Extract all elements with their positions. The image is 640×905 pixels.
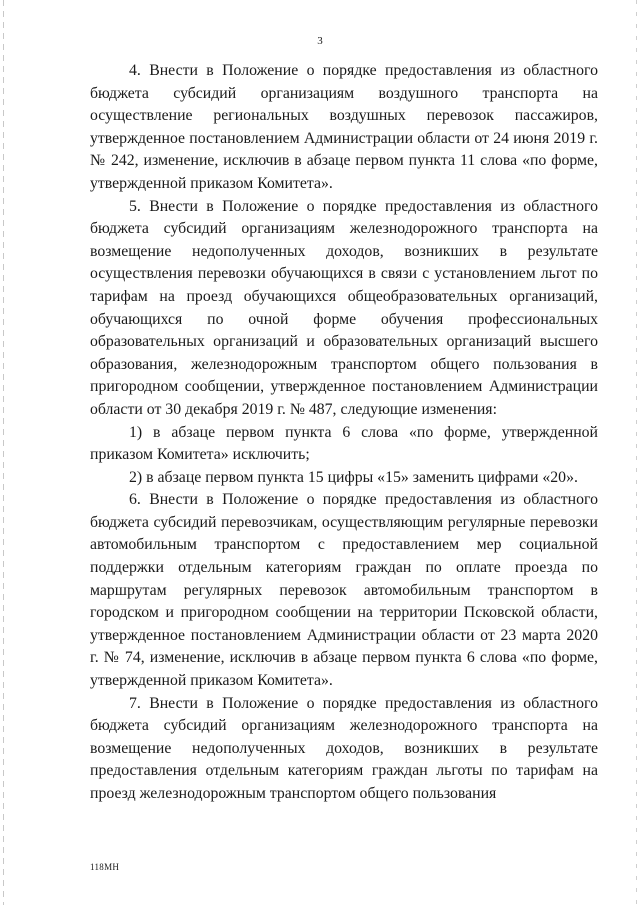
scan-edge-right [636, 0, 637, 905]
paragraph-subitem-5-2: 2) в абзаце первом пункта 15 цифры «15» заменить цифрами «20». [129, 468, 578, 486]
paragraph-item-7: 7. Внести в Положение о порядке предоставления из областного бюджета субсидий организациям железнодорожного транспорта на возмещение недополученных доходов, возникших в результате предоставления отдельным категориям граждан льготы по тарифам на проезд железнодорожным транспортом общего пользования [90, 694, 598, 802]
document-body [90, 60, 598, 806]
scan-edge-left [3, 0, 4, 905]
paragraph-subitem-5-1: 1) в абзаце первом пункта 6 слова «по форме, утвержденной приказом Комитета» исключить; [90, 423, 598, 464]
footer-document-code: 118МН [90, 862, 120, 872]
paragraph-item-6: 6. Внести в Положение о порядке предоставления из областного бюджета субсидий перевозчикам, осуществляющим регулярные перевозки автомобильным транспортом с предоставлением мер социальной поддержки отдельным категориям граждан по оплате проезда по маршрутам регулярных перевозок автомобильным транспортом в городском и пригородном сообщении на территории Псковской области, утвержденное постановлением Администрации области от 23 марта 2020 г. № 74, изменение, исключив в абзаце первом пункта 6 слова «по форме, утвержденной приказом Комитета». [90, 491, 598, 690]
page-number: 3 [317, 35, 323, 47]
paragraph-item-5: 5. Внести в Положение о порядке предоставления из областного бюджета субсидий организациям железнодорожного транспорта на возмещение недополученных доходов, возникших в результате осуществления перевозки обучающихся в связи с установлением льгот по тарифам на проезд обучающихся общеобразовательных организаций, обучающихся по очной форме обучения профессиональных образовательных организаций и образовательных организаций высшего образования, железнодорожным транспортом общего пользования в пригородном сообщении, утвержденное постановлением Администрации области от 30 декабря 2019 г. № 487, следующие изменения: [90, 197, 598, 418]
paragraph-item-4: 4. Внести в Положение о порядке предоставления из областного бюджета субсидий организациям воздушного транспорта на осуществление региональных воздушных перевозок пассажиров, утвержденное постановлением Администрации области от 24 июня 2019 г. № 242, изменение, исключив в абзаце первом пункта 11 слова «по форме, утвержденной приказом Комитета». [90, 62, 598, 192]
